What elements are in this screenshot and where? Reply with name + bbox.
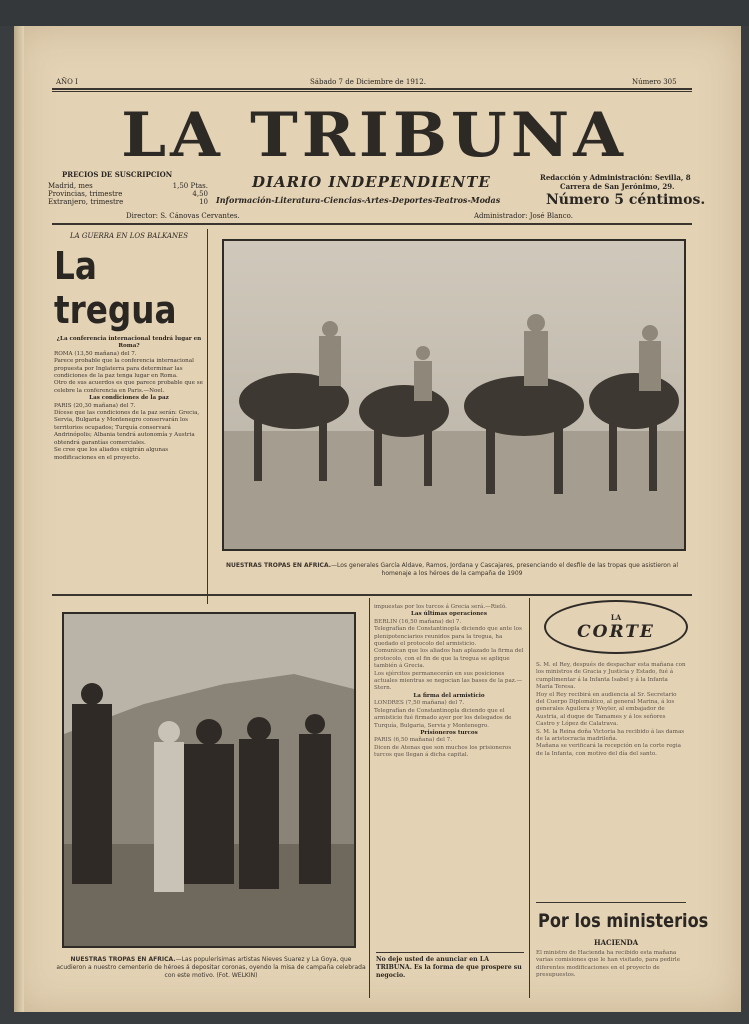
ministerios-text: El ministro de Hacienda ha recibido esta mañana varias comisiones que le han visitado, para pedirle diferentes modificaciones en el proyecto de presupuestos.: [536, 950, 681, 979]
mid-para: Telegrafían de Constantinopla diciendo que ante los plenipotenciarios reunidos para la tregua, ha quedado el protocolo del armisticio.: [374, 626, 522, 648]
corte-para: Mañana se verificará la recepción en la corte regia de la Infanta, con motivo del día del santo.: [536, 743, 681, 757]
subscription-heading: PRECIOS DE SUSCRIPCION: [62, 170, 173, 179]
photo-troops-horseback: [222, 239, 686, 551]
photo-illustration: [64, 614, 354, 946]
header-rule-top-thin: [52, 91, 692, 92]
mid-dateline: PARIS (6,50 mañana) del 7.: [374, 737, 453, 744]
subscription-price: 10: [199, 198, 208, 206]
bottom-photo-caption: [56, 956, 366, 980]
newspaper-page: [14, 26, 741, 1012]
ministerios-rule: [536, 902, 686, 903]
middle-column: [374, 604, 524, 760]
tregua-para: Se cree que los aliados exigirán algunas modificaciones en el proyecto.: [54, 447, 169, 461]
masthead-title: LA TRIBUNA: [121, 99, 627, 172]
corte-para: S. M. la Reina doña Victoria ha recibido á las damas de la aristocracia madrileña.: [536, 728, 685, 743]
mid-dateline: LONDRES (7,50 mañana) del 7.: [374, 700, 465, 707]
mid-para: Dicen de Atenas que son muchos los prisioneros turcos que llegan á dicha capital.: [374, 744, 512, 759]
price-per-issue: Número 5 céntimos.: [546, 192, 706, 208]
corte-badge-top: LA: [610, 612, 622, 622]
section-rule: [52, 594, 692, 596]
subscription-row: [48, 182, 208, 190]
ministerios-subhead: HACIENDA: [594, 938, 639, 947]
notice-rule: [376, 952, 524, 953]
admin-address-2: Carrera de San Jerónimo, 29.: [560, 182, 675, 191]
subscription-price: 1,50 Ptas.: [172, 182, 208, 190]
top-photo-caption: [222, 562, 682, 578]
column-rule: [369, 598, 370, 998]
subscription-table: [48, 182, 208, 206]
corte-badge-title: CORTE: [577, 621, 655, 642]
mid-subhead: Las últimas operaciones: [410, 611, 487, 618]
photo-illustration: [224, 241, 684, 549]
mid-subhead: Prisioneros turcos: [420, 729, 478, 736]
header-rule-top: [52, 88, 692, 90]
tregua-dateline: ROMA (13,50 mañana) del 7.: [54, 350, 137, 357]
director-line: Director: S. Cánovas Cervantes.: [126, 212, 240, 220]
column-rule: [207, 229, 208, 604]
tregua-subhead: ¿La conferencia internacional tendrá lugar en Roma?: [56, 336, 202, 350]
mid-subhead: La firma del armisticio: [413, 692, 485, 699]
bottom-caption-title: NUESTRAS TROPAS EN AFRICA.: [70, 956, 176, 963]
subscription-label: Provincias, trimestre: [48, 190, 123, 198]
mid-para: Telegrafían de Constantinopla diciendo que el armisticio fué firmado ayer por los delegados de Turquía, Bulgaria, Servia y Montenegro.: [374, 707, 512, 729]
scan-border: [0, 0, 749, 26]
headline-tregua: La tregua: [54, 244, 177, 332]
header-rule-bottom: [52, 223, 692, 225]
mid-para: Comunican que los aliados han aplazado la firma del protocolo, con el fin de que la tregua se aplique también á Grecia.: [374, 648, 524, 670]
corte-article: [536, 662, 686, 758]
top-caption-text: —Los generales García Aldave, Ramos, Jordana y Cascajares, presenciando el desfile de las tropas que asistieron al homenaje a los héroes de la campaña de 1909: [331, 562, 679, 577]
subscription-label: Madrid, mes: [48, 182, 93, 190]
masthead-subtitle: DIARIO INDEPENDIENTE: [252, 173, 491, 191]
administrator-line: Administrador: José Blanco.: [474, 212, 573, 220]
tregua-para: Otro de sus acuerdos es que parece probable que se celebre la conferencia en Paris.—Noel.: [54, 380, 203, 394]
la-corte-badge: [544, 600, 688, 654]
issue-date: Sábado 7 de Diciembre de 1912.: [310, 78, 426, 86]
masthead-sections: Información-Literatura-Ciencias-Artes-Deportes-Teatros-Modas: [216, 195, 501, 205]
tregua-dateline: PARIS (20,30 mañana) del 7.: [54, 402, 136, 409]
subscription-price: 4,50: [192, 190, 208, 198]
subscription-row: [48, 190, 208, 198]
left-column: [54, 232, 204, 462]
admin-address-1: Redacción y Administración: Sevilla, 8: [540, 173, 691, 182]
issue-year: AÑO I: [56, 78, 78, 86]
mid-intro: impuestas por los turcos á Grecia será.—Rieló.: [374, 604, 507, 610]
issue-number: Número 305: [632, 78, 677, 86]
bottom-caption-text: —Las populerísimas artistas Nieves Suarez y La Goya, que acudieron a nuestro cementerio de héroes á depositar coronas, oyendo la misa de campaña celebrada con este motivo. (Fot. WELKIN): [56, 956, 366, 979]
subscription-label: Extranjero, trimestre: [48, 198, 124, 206]
mid-para: Los ejércitos permanecerán en sus posiciones actuales mientras se negocian las bases de la paz.—Stern.: [374, 670, 523, 692]
page-spine: [14, 26, 24, 1012]
tregua-article: [54, 336, 204, 462]
column-rule: [529, 598, 530, 998]
tregua-para: Parece probable que la conferencia internacional propuesta por Inglaterra para determinar las condiciones de la paz tenga lugar en Roma.: [54, 358, 194, 380]
kicker: LA GUERRA EN LOS BALKANES: [69, 232, 189, 240]
photo-artists-cemetery: [62, 612, 356, 948]
mid-dateline: BERLIN (16,50 mañana) del 7.: [374, 618, 462, 625]
tregua-para: Dícese que las condiciones de la paz serán: Grecia, Servia, Bulgaria y Montenegro conservarán los territorios ocupados; Turquía conservará Andrinópolis; Albania tendrá autonomía y Austria obtendrá garantías comerciales.: [54, 410, 200, 446]
corte-para: Hoy el Rey recibirá en audiencia al Sr. Secretario del Cuerpo Diplomático, al general Marina, á los generales Aguilera y Weyler, al embajador de Austria, al duque de Tamames y á los señores Castro y López de Calatrava.: [536, 691, 677, 728]
corte-para: S. M. el Rey, después de despachar esta mañana con los ministros de Gracia y Justicia y Estado, fué á cumplimentar á la Infanta Isabel y á la Infanta María Teresa.: [536, 662, 686, 691]
ministerios-headline: Por los ministerios: [538, 910, 709, 932]
subscription-row: [48, 198, 208, 206]
advertising-notice: No deje usted de anunciar en LA TRIBUNA. Es la forma de que prospere su negocio.: [376, 956, 522, 979]
top-caption-title: NUESTRAS TROPAS EN AFRICA.: [225, 562, 331, 569]
tregua-subhead-2: Las condiciones de la paz: [89, 395, 169, 402]
